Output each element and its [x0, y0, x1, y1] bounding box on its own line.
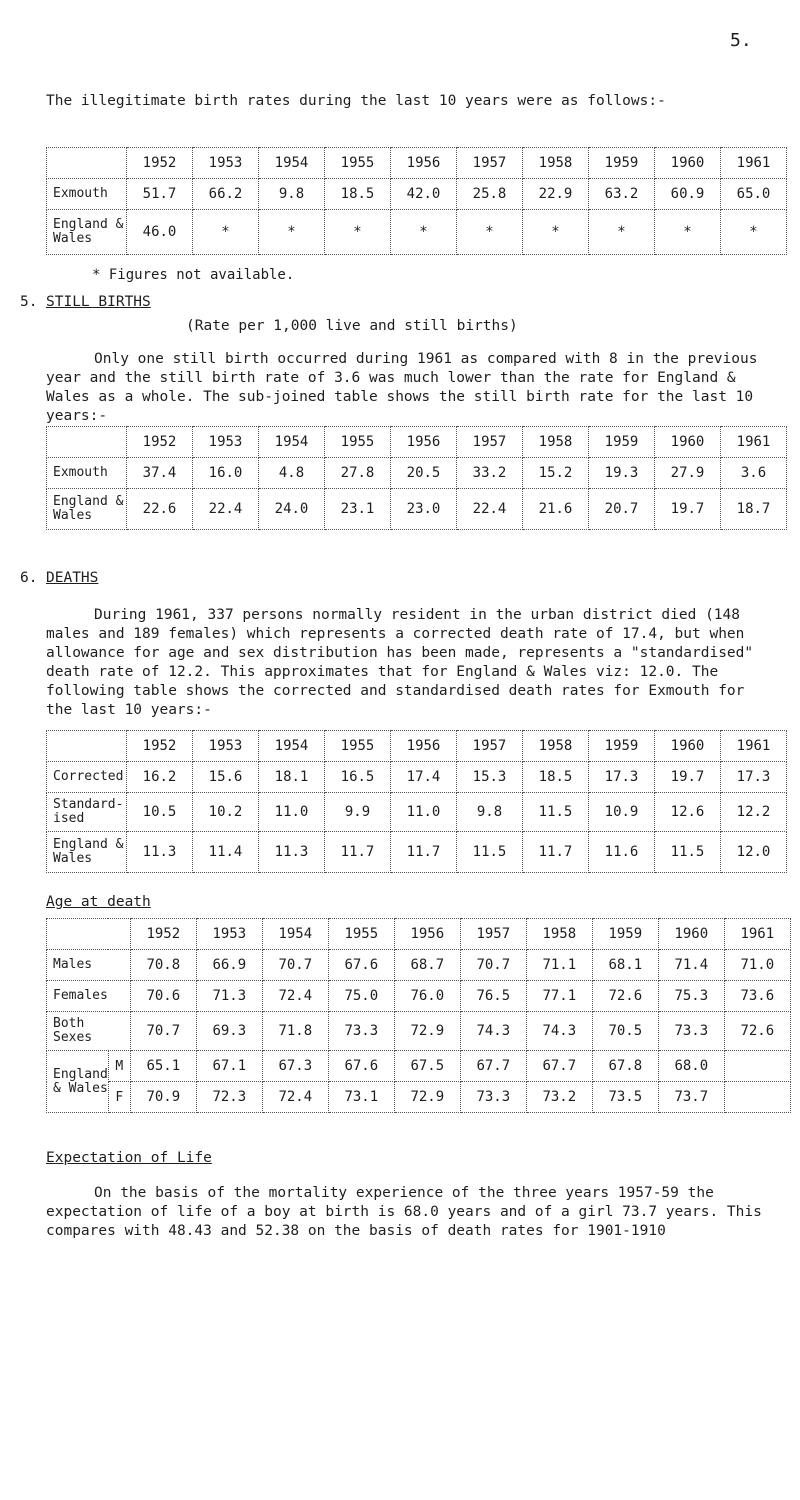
table-cell: 17.3 — [721, 762, 787, 793]
death-rate-table — [46, 730, 787, 873]
year-header: 1955 — [325, 148, 391, 179]
table-cell: 73.7 — [658, 1082, 724, 1113]
sex-label: M — [108, 1051, 130, 1082]
table-cell: 20.7 — [589, 489, 655, 530]
table-cell: * — [193, 210, 259, 255]
table-cell: 67.8 — [592, 1051, 658, 1082]
table-cell: 68.1 — [592, 950, 658, 981]
year-header: 1955 — [325, 427, 391, 458]
table-cell: 67.6 — [328, 950, 394, 981]
table-row — [47, 210, 787, 255]
footnote: * Figures not available. — [92, 267, 295, 283]
table-cell: 67.5 — [394, 1051, 460, 1082]
table-cell: 22.6 — [127, 489, 193, 530]
table-cell: 67.1 — [196, 1051, 262, 1082]
table-cell: 17.3 — [589, 762, 655, 793]
table-cell: 11.7 — [523, 832, 589, 873]
table-cell: 11.3 — [259, 832, 325, 873]
section-number: 6. — [20, 570, 38, 586]
table-cell: 68.0 — [658, 1051, 724, 1082]
table-cell: 16.5 — [325, 762, 391, 793]
table-cell: * — [325, 210, 391, 255]
row-label: England & Wales — [47, 832, 127, 873]
table-cell: 23.1 — [325, 489, 391, 530]
table-cell: 11.5 — [655, 832, 721, 873]
year-header: 1960 — [655, 148, 721, 179]
table-cell: 76.0 — [394, 981, 460, 1012]
expectation-paragraph: On the basis of the mortality experience of the three years 1957-59 the expectation of life of a boy at birth is 68.0 years and of a girl 73.7 years. This compares with 48.43 and 52.38 on the basis of death rates for 1901-1910 — [46, 1185, 771, 1239]
table-cell: 21.6 — [523, 489, 589, 530]
table-row — [47, 179, 787, 210]
table-row — [47, 1012, 791, 1051]
table-cell: 10.5 — [127, 793, 193, 832]
table-cell: 75.0 — [328, 981, 394, 1012]
section-number: 5. — [20, 294, 38, 310]
table-cell: 22.9 — [523, 179, 589, 210]
table-cell: 37.4 — [127, 458, 193, 489]
table-cell: 65.1 — [130, 1051, 196, 1082]
table-cell: 71.4 — [658, 950, 724, 981]
table-cell: 67.3 — [262, 1051, 328, 1082]
year-header: 1952 — [127, 731, 193, 762]
table-cell: 73.5 — [592, 1082, 658, 1113]
table-cell: 75.3 — [658, 981, 724, 1012]
table-cell: 4.8 — [259, 458, 325, 489]
table-cell: 18.5 — [325, 179, 391, 210]
table-cell: 70.7 — [130, 1012, 196, 1051]
table-cell: 15.3 — [457, 762, 523, 793]
table-cell: 27.8 — [325, 458, 391, 489]
table-cell: 70.9 — [130, 1082, 196, 1113]
table-cell: 27.9 — [655, 458, 721, 489]
row-label: Exmouth — [47, 179, 127, 210]
year-header: 1958 — [523, 148, 589, 179]
row-label: Corrected — [47, 762, 127, 793]
year-header: 1959 — [592, 919, 658, 950]
table-cell: 74.3 — [460, 1012, 526, 1051]
year-header: 1953 — [193, 427, 259, 458]
expectation-heading: Expectation of Life — [46, 1150, 212, 1166]
table-cell: 16.0 — [193, 458, 259, 489]
illegitimate-birth-table — [46, 147, 787, 255]
table-cell: 60.9 — [655, 179, 721, 210]
table-cell: 23.0 — [391, 489, 457, 530]
table-cell: 72.9 — [394, 1082, 460, 1113]
table-cell: 11.0 — [391, 793, 457, 832]
table-cell: 15.6 — [193, 762, 259, 793]
year-header: 1960 — [655, 427, 721, 458]
year-header: 1954 — [259, 427, 325, 458]
year-header: 1959 — [589, 427, 655, 458]
table-cell: 10.2 — [193, 793, 259, 832]
illegitimate-intro: The illegitimate birth rates during the last 10 years were as follows:- — [46, 93, 666, 109]
year-header: 1959 — [589, 148, 655, 179]
table-cell: 72.6 — [592, 981, 658, 1012]
table-cell: 11.7 — [391, 832, 457, 873]
deaths-paragraph: During 1961, 337 persons normally resident in the urban district died (148 males and 189 females) which represents a corrected death rate of 17.4, but when allowance for age and sex distribution has been made, represents a "standardised" death rate of 12.2. This approximates that for England & Wales viz: 12.0. The following table shows the corrected and standardised death rates for Exmouth for the last 10 years:- — [46, 607, 762, 718]
table-row — [47, 1082, 791, 1113]
year-header: 1961 — [721, 148, 787, 179]
table-cell: * — [391, 210, 457, 255]
table-cell: 11.6 — [589, 832, 655, 873]
year-header: 1953 — [193, 731, 259, 762]
table-cell: 51.7 — [127, 179, 193, 210]
year-header: 1961 — [721, 731, 787, 762]
table-cell: 69.3 — [196, 1012, 262, 1051]
year-header: 1953 — [193, 148, 259, 179]
year-header: 1955 — [325, 731, 391, 762]
year-header: 1960 — [658, 919, 724, 950]
year-header: 1957 — [457, 148, 523, 179]
table-cell: 72.9 — [394, 1012, 460, 1051]
table-cell: * — [721, 210, 787, 255]
table-cell: 22.4 — [457, 489, 523, 530]
row-label: England & Wales — [47, 1051, 109, 1113]
table-cell: 11.5 — [523, 793, 589, 832]
row-label: Both Sexes — [47, 1012, 131, 1051]
table-cell: * — [259, 210, 325, 255]
table-cell: 71.8 — [262, 1012, 328, 1051]
table-cell: 67.6 — [328, 1051, 394, 1082]
row-label: England & Wales — [47, 489, 127, 530]
year-header: 1958 — [523, 427, 589, 458]
row-label: Females — [47, 981, 131, 1012]
table-cell: * — [655, 210, 721, 255]
table-cell: 11.5 — [457, 832, 523, 873]
year-header: 1957 — [460, 919, 526, 950]
table-header-row — [47, 731, 787, 762]
table-cell: 18.7 — [721, 489, 787, 530]
table-cell: 70.5 — [592, 1012, 658, 1051]
age-at-death-heading: Age at death — [46, 894, 151, 910]
table-cell: 73.3 — [658, 1012, 724, 1051]
table-cell: 16.2 — [127, 762, 193, 793]
year-header: 1955 — [328, 919, 394, 950]
year-header: 1959 — [589, 731, 655, 762]
year-header: 1953 — [196, 919, 262, 950]
table-cell: 33.2 — [457, 458, 523, 489]
table-cell: 71.1 — [526, 950, 592, 981]
table-cell: 70.7 — [262, 950, 328, 981]
table-cell: 66.9 — [196, 950, 262, 981]
table-cell: 15.2 — [523, 458, 589, 489]
table-cell: 19.7 — [655, 489, 721, 530]
table-cell: 22.4 — [193, 489, 259, 530]
table-cell: 74.3 — [526, 1012, 592, 1051]
year-header: 1956 — [391, 148, 457, 179]
row-label: Exmouth — [47, 458, 127, 489]
year-header: 1954 — [262, 919, 328, 950]
table-cell: 11.4 — [193, 832, 259, 873]
table-cell: 12.0 — [721, 832, 787, 873]
table-cell: 65.0 — [721, 179, 787, 210]
table-cell: 77.1 — [526, 981, 592, 1012]
table-cell: 67.7 — [460, 1051, 526, 1082]
year-header: 1956 — [391, 427, 457, 458]
table-cell: 73.2 — [526, 1082, 592, 1113]
row-label: England & Wales — [47, 210, 127, 255]
table-cell: 18.1 — [259, 762, 325, 793]
table-cell: 17.4 — [391, 762, 457, 793]
table-cell: 73.6 — [724, 981, 790, 1012]
row-label: Males — [47, 950, 131, 981]
table-cell: 11.3 — [127, 832, 193, 873]
year-header: 1961 — [724, 919, 790, 950]
year-header: 1956 — [391, 731, 457, 762]
year-header: 1957 — [457, 731, 523, 762]
table-cell: 19.7 — [655, 762, 721, 793]
table-cell: 76.5 — [460, 981, 526, 1012]
year-header: 1952 — [130, 919, 196, 950]
table-cell — [724, 1082, 790, 1113]
section-heading: DEATHS — [46, 570, 99, 586]
year-header: 1954 — [259, 731, 325, 762]
table-cell: 9.8 — [457, 793, 523, 832]
table-cell: 73.3 — [460, 1082, 526, 1113]
year-header: 1957 — [457, 427, 523, 458]
table-header-row — [47, 148, 787, 179]
table-cell: 73.1 — [328, 1082, 394, 1113]
table-cell: 72.4 — [262, 981, 328, 1012]
table-row — [47, 1051, 791, 1082]
year-header: 1952 — [127, 427, 193, 458]
table-cell: 42.0 — [391, 179, 457, 210]
table-cell: 68.7 — [394, 950, 460, 981]
table-cell: 70.8 — [130, 950, 196, 981]
table-cell: * — [457, 210, 523, 255]
table-cell: 72.4 — [262, 1082, 328, 1113]
table-row — [47, 489, 787, 530]
table-cell: 67.7 — [526, 1051, 592, 1082]
table-cell: 12.6 — [655, 793, 721, 832]
table-row — [47, 950, 791, 981]
table-cell: 71.0 — [724, 950, 790, 981]
table-cell: 18.5 — [523, 762, 589, 793]
table-cell: 72.6 — [724, 1012, 790, 1051]
table-cell: 9.9 — [325, 793, 391, 832]
table-row — [47, 793, 787, 832]
table-cell: 46.0 — [127, 210, 193, 255]
table-row — [47, 832, 787, 873]
page-number: 5. — [730, 30, 752, 51]
table-cell: 9.8 — [259, 179, 325, 210]
table-row — [47, 981, 791, 1012]
still-birth-table — [46, 426, 787, 530]
table-cell: 24.0 — [259, 489, 325, 530]
table-cell: 71.3 — [196, 981, 262, 1012]
year-header: 1956 — [394, 919, 460, 950]
table-cell: 11.0 — [259, 793, 325, 832]
table-row — [47, 762, 787, 793]
table-cell: 66.2 — [193, 179, 259, 210]
year-header: 1958 — [526, 919, 592, 950]
table-cell: 70.7 — [460, 950, 526, 981]
table-cell: 10.9 — [589, 793, 655, 832]
table-cell — [724, 1051, 790, 1082]
table-cell: 3.6 — [721, 458, 787, 489]
section-subheading: (Rate per 1,000 live and still births) — [186, 318, 518, 334]
table-cell: 11.7 — [325, 832, 391, 873]
year-header: 1958 — [523, 731, 589, 762]
table-cell: 63.2 — [589, 179, 655, 210]
row-label: Standard-ised — [47, 793, 127, 832]
table-cell: * — [523, 210, 589, 255]
table-cell: 73.3 — [328, 1012, 394, 1051]
table-cell: 12.2 — [721, 793, 787, 832]
table-cell: 20.5 — [391, 458, 457, 489]
table-header-row — [47, 919, 791, 950]
year-header: 1952 — [127, 148, 193, 179]
table-cell: 70.6 — [130, 981, 196, 1012]
year-header: 1960 — [655, 731, 721, 762]
table-cell: * — [589, 210, 655, 255]
table-header-row — [47, 427, 787, 458]
table-cell: 72.3 — [196, 1082, 262, 1113]
year-header: 1954 — [259, 148, 325, 179]
age-at-death-table — [46, 918, 791, 1113]
year-header: 1961 — [721, 427, 787, 458]
table-cell: 25.8 — [457, 179, 523, 210]
still-births-paragraph: Only one still birth occurred during 1961 as compared with 8 in the previous year and the still birth rate of 3.6 was much lower than the rate for England & Wales as a whole. The sub-joined table shows the still birth rate for the last 10 years:- — [46, 351, 767, 424]
table-row — [47, 458, 787, 489]
sex-label: F — [108, 1082, 130, 1113]
section-heading: STILL BIRTHS — [46, 294, 151, 310]
table-cell: 19.3 — [589, 458, 655, 489]
